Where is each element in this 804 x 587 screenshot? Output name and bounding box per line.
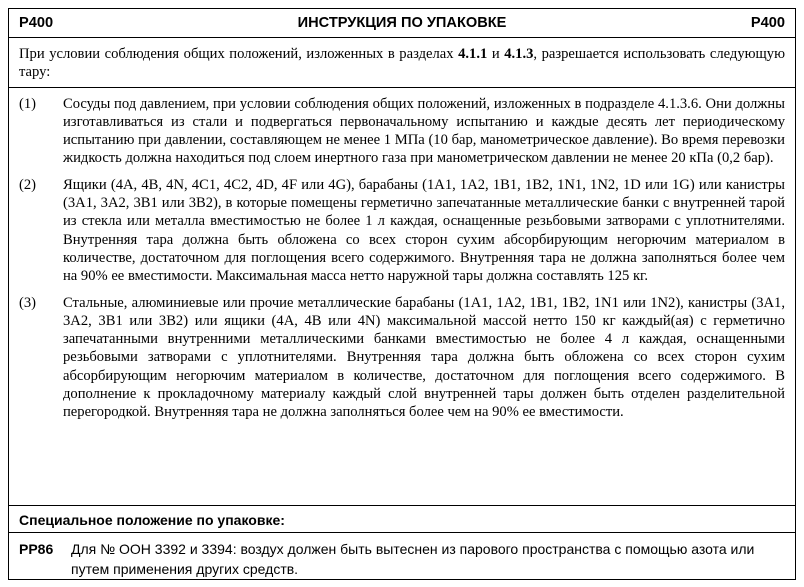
intro-text-before: При условии соблюдения общих положений, изложенных в разделах [19,46,459,62]
provision-text: Для № ООН 3392 и 3394: воздух должен быть вытеснен из парового пространства с помощью азота или путем применения других средств. [71,540,755,577]
list-item [9,176,795,286]
document-header [9,9,795,38]
packaging-items-list [9,88,795,506]
item-number: (3) [19,294,37,311]
item-text: Стальные, алюминиевые или прочие металлические барабаны (1A1, 1A2, 1B1, 1B2, 1N1 или 1N2), канистры (3A1, 3A2, 3B1 или 3B2) или ящики (4A, 4B или 4N) максимальной массой нетто 150 кг каждый(ая) с герметично запечатанными внутренними металлическими банками вместимостью не более 4 л каждая, оснащенными резьбовыми затворами с уплотнителями. Внутренняя тара должна быть обложена со всех сторон сухим абсорбирующим негорючим материалом в количестве, достаточном для поглощения всего содержимого. В дополнение к прокладочному материалу каждый слой внутренней тары должен быть отделен разделительной перегородкой. Внутренняя тара не должна заполняться более чем на 90% ее вместимости. [63,294,785,421]
item-text: Сосуды под давлением, при условии соблюдения общих положений, изложенных в подразделе 4.1.3.6. Они должны изготавливаться из стали и подвергаться первоначальному испытанию и каждые десять лет периодическому испытанию при давлении, составляющем не менее 1 МПа (10 бар, манометрическое давление). Во время перевозки жидкость должна находиться под слоем инертного газа при манометрическом давлении не менее 20 кПа (0,2 бар). [63,95,785,167]
intro-text-after: , разрешается использовать следующую тару: [19,46,785,81]
item-number: (1) [19,95,37,112]
list-item [9,95,795,168]
intro-paragraph [9,38,795,88]
document-title: ИНСТРУКЦИЯ ПО УПАКОВКЕ [297,15,507,31]
item-number: (2) [19,176,37,193]
instruction-code-left: P400 [19,15,54,31]
special-provision-pp86 [9,533,795,579]
provision-code: PP86 [19,540,54,557]
intro-ref-4-1-3: 4.1.3 [504,46,534,62]
item-text: Ящики (4A, 4B, 4N, 4C1, 4C2, 4D, 4F или 4G), барабаны (1A1, 1A2, 1B1, 1B2, 1N1, 1N2, 1D или 1G) или канистры (3A1, 3A2, 3B1 или 3B2), в которые помещены герметично запечатанные металлические банки с внутренней тарой из стекла или металла вместимостью не более 1 л каждая, оснащенные резьбовыми затворами с уплотнителями. Внутренняя тара должна быть обложена со всех сторон сухим абсорбирующим негорючим материалом в количестве, достаточном для поглощения всего содержимого. Внутренняя тара не должна заполняться более чем на 90% ее вместимости. Максимальная масса нетто наружной тары должна составлять 125 кг. [63,176,785,285]
special-provision-heading: Специальное положение по упаковке: [9,506,795,533]
instruction-code-right: P400 [750,15,785,31]
intro-ref-4-1-1: 4.1.1 [458,46,488,62]
intro-conjunction: и [487,46,505,62]
list-item [9,294,795,422]
packing-instruction-document [8,8,796,580]
